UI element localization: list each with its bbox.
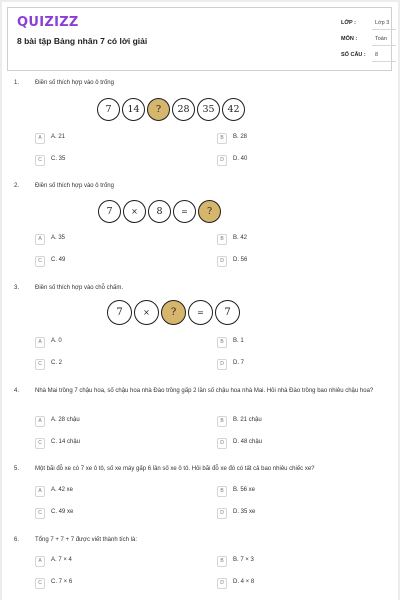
sequence-circle: 7 — [97, 98, 120, 121]
option-text: C. 49 xe — [51, 509, 74, 515]
class-underline — [372, 29, 396, 30]
option-text: A. 42 xe — [51, 487, 74, 493]
option-letter-c: C — [35, 508, 45, 519]
class-label: LỚP : — [341, 20, 356, 26]
sequence-circle: 28 — [172, 98, 195, 121]
option-text: A. 0 — [51, 338, 62, 344]
option-letter-c: C — [35, 359, 45, 370]
option-text: C. 2 — [51, 360, 63, 366]
option-letter-b: B — [217, 337, 227, 348]
option-letter-d: D — [217, 359, 227, 370]
sequence-circle: 14 — [122, 98, 145, 121]
option-text: B. 21 chậu — [233, 417, 262, 423]
question-number: 3. — [14, 285, 20, 291]
subject-underline — [372, 45, 396, 46]
option-letter-d: D — [217, 256, 227, 267]
option-letter-b: B — [217, 133, 227, 144]
option-text: A. 21 — [51, 134, 66, 140]
option-letter-a: A — [35, 556, 45, 567]
unknown-circle: ? — [198, 200, 221, 223]
option-text: A. 7 × 4 — [51, 557, 72, 563]
worksheet-header — [7, 7, 392, 71]
question-text: Điền số thích hợp vào ô trống — [35, 183, 114, 189]
question-text: Điền số thích hợp vào chỗ chấm. — [35, 285, 123, 291]
page-title: 8 bài tập Bảng nhân 7 có lời giải — [17, 36, 148, 46]
option-text: B. 28 — [233, 134, 248, 140]
operand-circle: 8 — [148, 200, 171, 223]
option-letter-b: B — [217, 416, 227, 427]
quizizz-logo: QUIZIZZ — [17, 15, 79, 30]
question-text: Điền số thích hợp vào ô trống — [35, 80, 114, 86]
option-text: D. 7 — [233, 360, 245, 366]
option-letter-b: B — [217, 486, 227, 497]
question-count-underline — [372, 61, 396, 62]
subject-value: Toán — [375, 36, 387, 42]
question-number: 1. — [14, 80, 20, 86]
question-number: 4. — [14, 388, 20, 394]
operand-circle: 7 — [107, 300, 132, 325]
worksheet-page — [2, 2, 398, 600]
option-text: D. 56 — [233, 257, 248, 263]
option-letter-d: D — [217, 155, 227, 166]
option-text: B. 7 × 3 — [233, 557, 254, 563]
option-letter-a: A — [35, 337, 45, 348]
question-number: 5. — [14, 466, 20, 472]
multiplication-expression — [98, 200, 223, 223]
equals-sign-circle: = — [173, 200, 196, 223]
option-text: B. 1 — [233, 338, 244, 344]
option-text: D. 40 — [233, 156, 248, 162]
option-letter-c: C — [35, 578, 45, 589]
option-text: A. 35 — [51, 235, 66, 241]
option-letter-a: A — [35, 416, 45, 427]
option-text: D. 4 × 8 — [233, 579, 255, 585]
sequence-circle: 35 — [197, 98, 220, 121]
question-text: Một bãi đỗ xe có 7 xe ô tô, số xe máy gấp 6 lần số xe ô tô. Hỏi bãi đỗ xe đó có tất cả bao nhiêu chiếc xe? — [35, 466, 315, 472]
option-text: A. 28 chậu — [51, 417, 80, 423]
option-letter-a: A — [35, 133, 45, 144]
question-number: 2. — [14, 183, 20, 189]
operand-circle: 7 — [98, 200, 121, 223]
option-letter-d: D — [217, 578, 227, 589]
option-text: C. 35 — [51, 156, 66, 162]
option-text: D. 35 xe — [233, 509, 256, 515]
option-text: C. 49 — [51, 257, 66, 263]
option-text: C. 7 × 6 — [51, 579, 73, 585]
option-letter-d: D — [217, 508, 227, 519]
class-value: Lớp 3 — [375, 20, 390, 26]
multiply-sign-circle: × — [123, 200, 146, 223]
option-letter-c: C — [35, 256, 45, 267]
sequence-circle: 42 — [222, 98, 245, 121]
option-letter-b: B — [217, 234, 227, 245]
question-number: 6. — [14, 537, 20, 543]
option-text: C. 14 chậu — [51, 439, 81, 445]
option-letter-a: A — [35, 234, 45, 245]
multiplication-expression — [107, 300, 242, 325]
option-letter-b: B — [217, 556, 227, 567]
option-letter-c: C — [35, 438, 45, 449]
question-text: Tổng 7 + 7 + 7 được viết thành tích là: — [35, 537, 138, 543]
option-letter-a: A — [35, 486, 45, 497]
unknown-circle: ? — [161, 300, 186, 325]
number-sequence — [97, 98, 247, 121]
question-text: Nhà Mai trồng 7 chậu hoa, số chậu hoa nhà Đào trồng gấp 2 lần số chậu hoa nhà Mai. Hỏi nhà Đào trồng bao nhiêu chậu hoa? — [35, 388, 374, 394]
question-count-label: SỐ CÂU : — [341, 52, 366, 58]
option-text: B. 42 — [233, 235, 248, 241]
unknown-circle: ? — [147, 98, 170, 121]
multiply-sign-circle: × — [134, 300, 159, 325]
option-text: D. 48 chậu — [233, 439, 263, 445]
option-text: B. 56 xe — [233, 487, 256, 493]
subject-label: MÔN : — [341, 36, 358, 42]
equals-sign-circle: = — [188, 300, 213, 325]
option-letter-d: D — [217, 438, 227, 449]
option-letter-c: C — [35, 155, 45, 166]
result-circle: 7 — [215, 300, 240, 325]
question-count-value: 8 — [375, 52, 379, 58]
